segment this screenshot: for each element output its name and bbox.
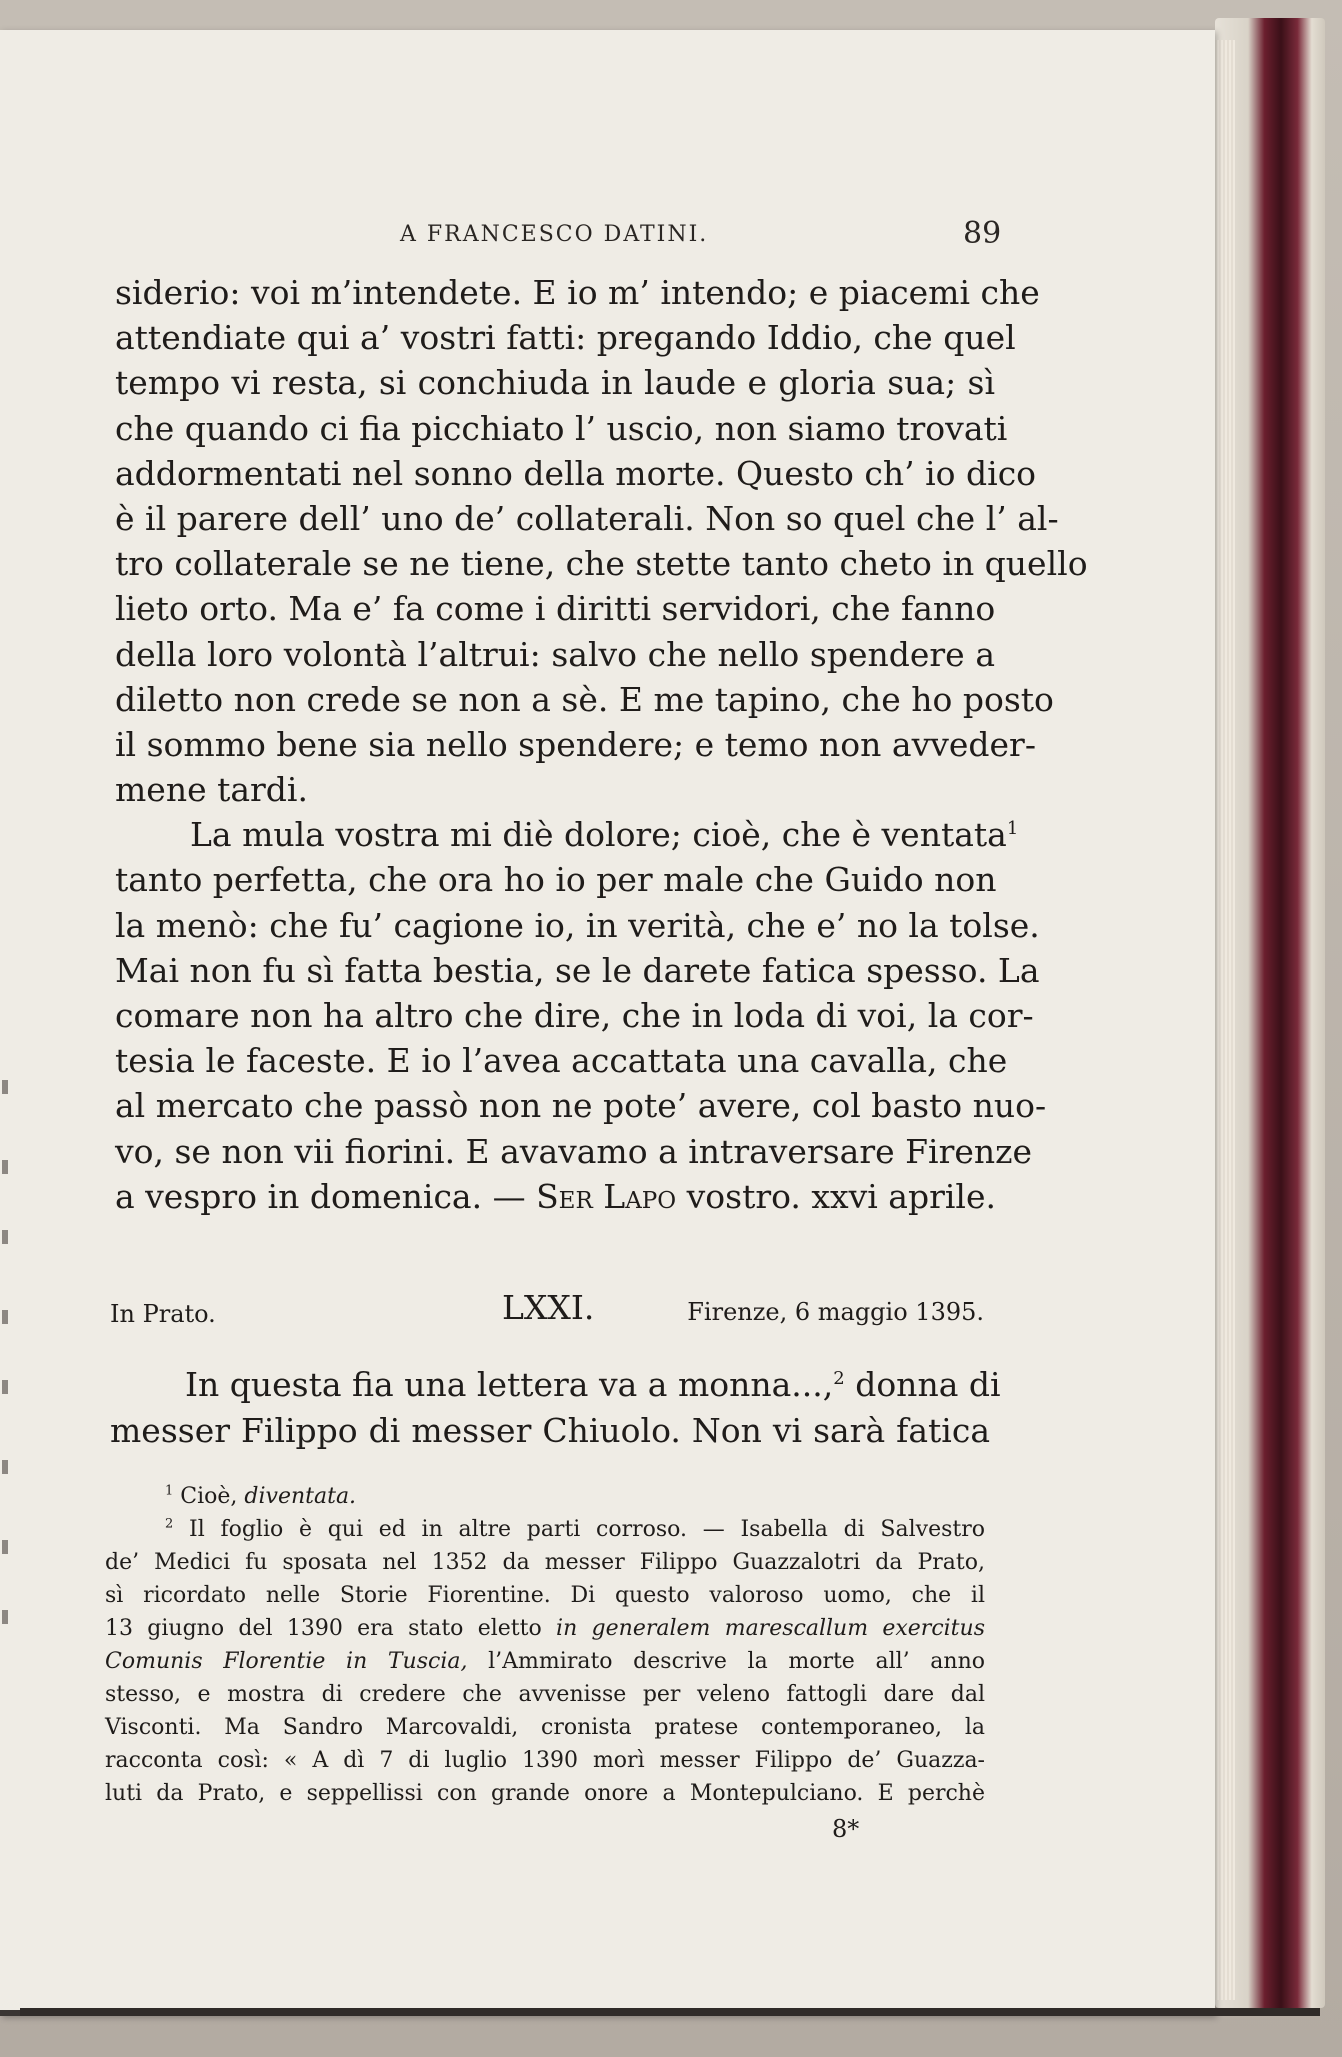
page-number: 89 <box>963 216 1002 251</box>
text-fragment: l’Ammirato descrive la morte all’ anno <box>467 1649 985 1674</box>
text-line: tesia le faceste. E io l’avea accattata una cavalla, che <box>115 1041 1008 1081</box>
footnote-line: sì ricordato nelle Storie Fiorentine. Di questo valoroso uomo, che il <box>105 1583 985 1608</box>
text-line: tempo vi resta, si conchiuda in laude e gloria sua; sì <box>115 363 995 403</box>
text-fragment: a vespro in domenica. — <box>115 1176 537 1216</box>
text-line: la menò: che fu’ cagione io, in verità, che e’ no la tolse. <box>115 905 1040 945</box>
paragraph-first-line <box>110 1362 1001 1408</box>
footnote-ref: 2 <box>833 1368 845 1389</box>
footnote-number: 2 <box>165 1516 174 1532</box>
text-line: attendiate qui a’ vostri fatti: pregando Iddio, che quel <box>115 318 1016 358</box>
text-line: messer Filippo di messer Chiuolo. Non vi sarà fatica <box>110 1411 990 1450</box>
text-fragment: diventata. <box>244 1484 357 1509</box>
text-fragment: in generalem marescallum exercitus <box>556 1616 985 1641</box>
text-line: al mercato che passò non ne pote’ avere, col basto nuo- <box>115 1086 1047 1126</box>
footnote-1 <box>105 1480 985 1513</box>
text-fragment: donna di <box>844 1365 1001 1404</box>
text-line: siderio: voi m’intendete. E io m’ intendo; e piacemi che <box>115 273 1040 312</box>
text-line: tro collaterale se ne tiene, che stette tanto cheto in quello <box>115 544 1088 584</box>
footnote-line: luti da Prato, e seppellissi con grande onore a Montepulciano. E perchè <box>105 1781 985 1806</box>
text-fragment: 13 giugno del 1390 era stato eletto <box>105 1616 557 1641</box>
text-fragment: In questa fia una lettera va a monna..., <box>185 1365 834 1404</box>
footnote-line <box>105 1645 985 1678</box>
facing-page-fragments <box>0 1080 14 1640</box>
footnote-line: Visconti. Ma Sandro Marcovaldi, cronista pratese contemporaneo, la <box>105 1715 985 1740</box>
text-line: Mai non fu sì fatta bestia, se le darete fatica spesso. La <box>115 950 1040 990</box>
letter-text <box>110 1362 1001 1454</box>
text-line: è il parere dell’ uno de’ collaterali. Non so quel che l’ al- <box>115 498 1059 538</box>
signature-name: Ser Lapo <box>536 1176 677 1216</box>
text-fragment: Il foglio è qui ed in altre parti corroso. — Isabella di Salvestro <box>189 1517 985 1542</box>
text-fragment: La mula vostra mi diè dolore; cioè, che è ventata <box>190 815 1007 855</box>
footnote-ref: 1 <box>1006 818 1019 840</box>
paragraph-first-line <box>115 812 1019 857</box>
text-line: vo, se non vii fiorini. E avavamo a intraversare Firenze <box>115 1131 1033 1171</box>
text-line: della loro volontà l’altrui: salvo che nello spendere a <box>115 634 995 674</box>
text-line: il sommo bene sia nello spendere; e temo non avveder- <box>115 724 1036 764</box>
text-line: tanto perfetta, che ora ho io per male che Guido non <box>115 860 997 900</box>
footnote-line: racconta così: « A dì 7 di luglio 1390 morì messer Filippo de’ Guazza- <box>105 1748 985 1773</box>
closing-line <box>115 1174 995 1219</box>
text-line: che quando ci fia picchiato l’ uscio, non siamo trovati <box>115 408 1008 448</box>
text-line: addormentati nel sonno della morte. Questo ch’ io dico <box>115 453 1037 493</box>
letter-heading <box>110 1288 990 1338</box>
footnote-2 <box>105 1513 985 1546</box>
book-bottom-edge <box>20 2008 1320 2016</box>
footnote-number: 1 <box>165 1483 174 1499</box>
text-line: diletto non crede se non a sè. E me tapino, che ho posto <box>115 679 1054 719</box>
text-fragment: Comunis Florentie in Tuscia, <box>105 1649 468 1674</box>
running-head <box>0 218 1215 258</box>
text-line: comare non ha altro che dire, che in loda di voi, la cor- <box>115 996 1034 1035</box>
text-line: mene tardi. <box>115 770 308 810</box>
letter-number: LXXI. <box>502 1288 595 1327</box>
letter-place: In Prato. <box>110 1300 216 1328</box>
footnote-line: de’ Medici fu sposata nel 1352 da messer Filippo Guazzalotri da Prato, <box>105 1550 985 1575</box>
text-fragment: vostro. xxvi aprile. <box>676 1176 996 1216</box>
body-text <box>115 270 1088 1219</box>
footnotes <box>105 1480 985 1810</box>
footnote-line: stesso, e mostra di credere che avvenisse per veleno fattogli dare dal <box>105 1682 985 1707</box>
text-fragment: Cioè, <box>180 1484 245 1509</box>
letter-date: Firenze, 6 maggio 1395. <box>687 1298 984 1326</box>
book-page <box>0 30 1215 2016</box>
footnote-line <box>105 1612 985 1645</box>
running-title: A FRANCESCO DATINI. <box>400 222 709 247</box>
printer-signature-mark: 8* <box>832 1815 860 1843</box>
text-line: lieto orto. Ma e’ fa come i diritti servidori, che fanno <box>115 589 996 629</box>
